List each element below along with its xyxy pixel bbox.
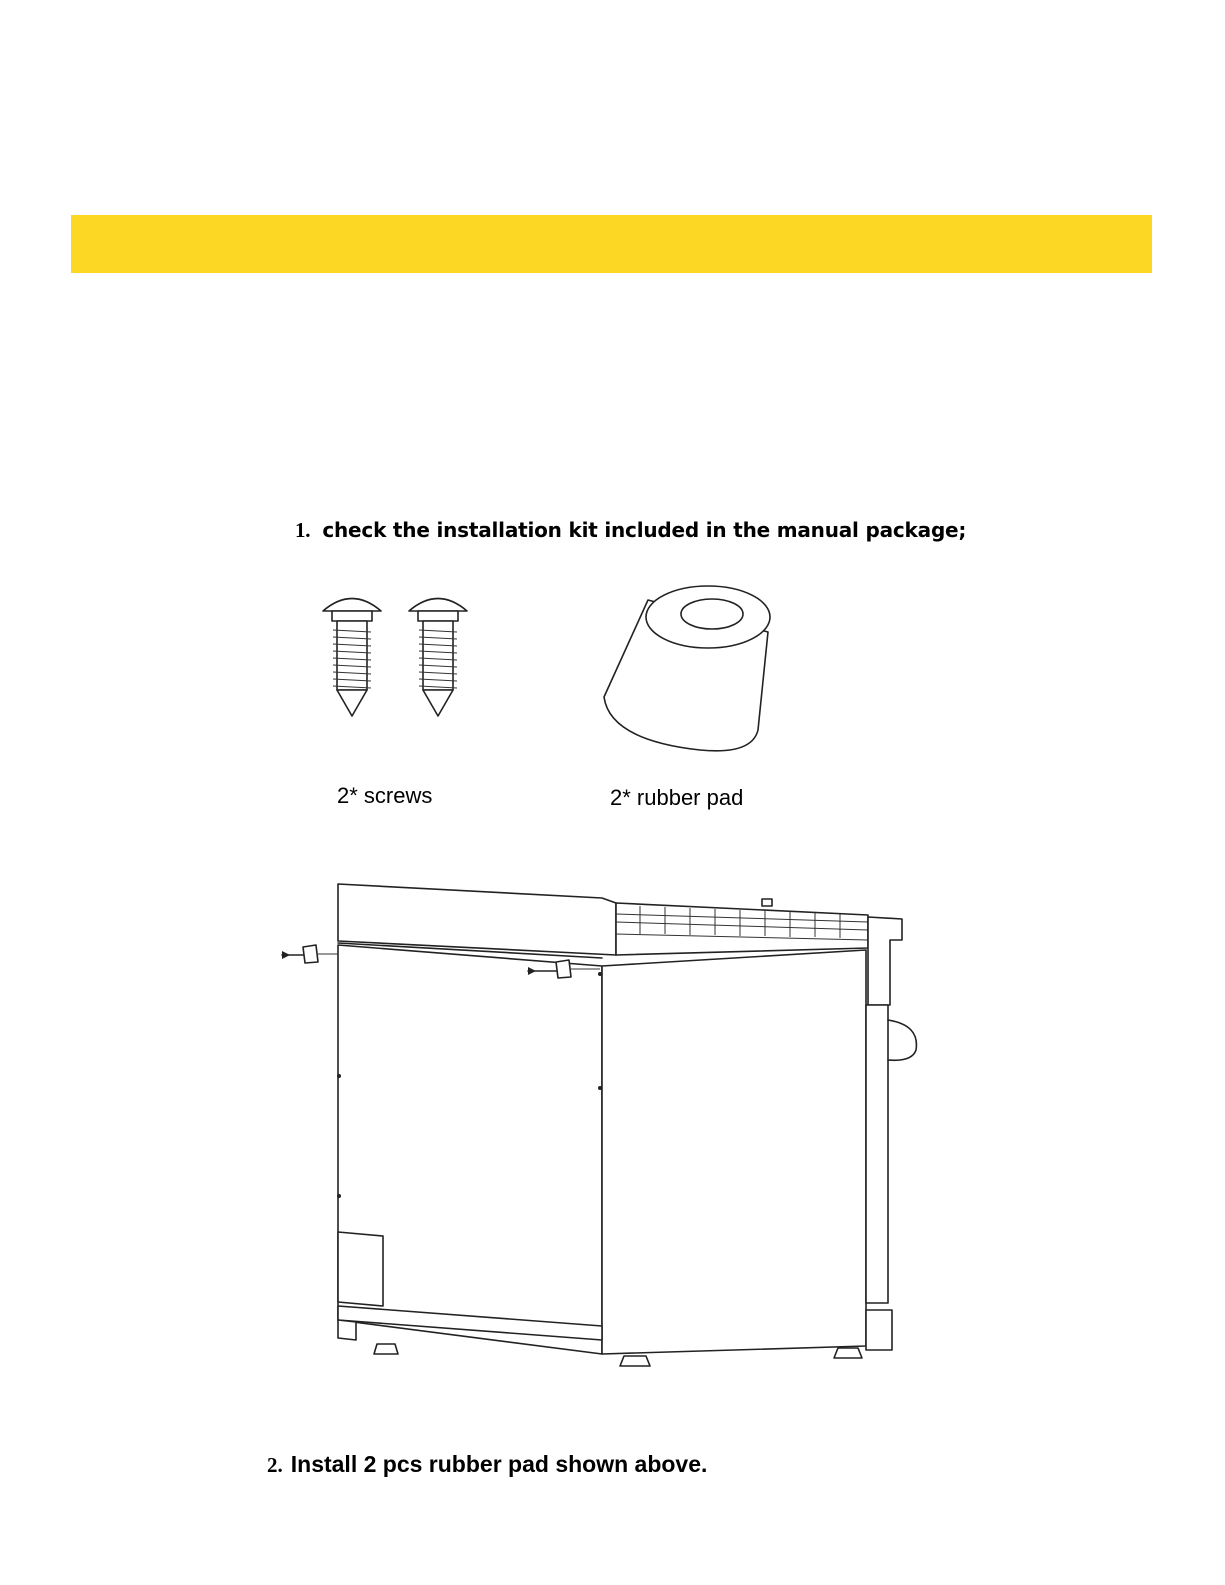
step-1-text: check the installation kit included in the manual package; — [322, 518, 967, 542]
step-2-text: Install 2 pcs rubber pad shown above. — [290, 1451, 708, 1477]
rubber-pad-illustration — [604, 586, 770, 751]
rubber-pad-caption: 2* rubber pad — [610, 785, 744, 810]
rubber-pad-install-marker — [282, 945, 338, 963]
screw-illustration — [409, 599, 467, 717]
step-2 — [267, 1451, 707, 1478]
range-appliance-illustration — [282, 884, 916, 1366]
screw-illustration — [323, 599, 381, 717]
screws-caption: 2* screws — [337, 783, 433, 808]
step-2-number: 2. — [267, 1453, 283, 1477]
step-1-number: 1. — [295, 518, 311, 542]
